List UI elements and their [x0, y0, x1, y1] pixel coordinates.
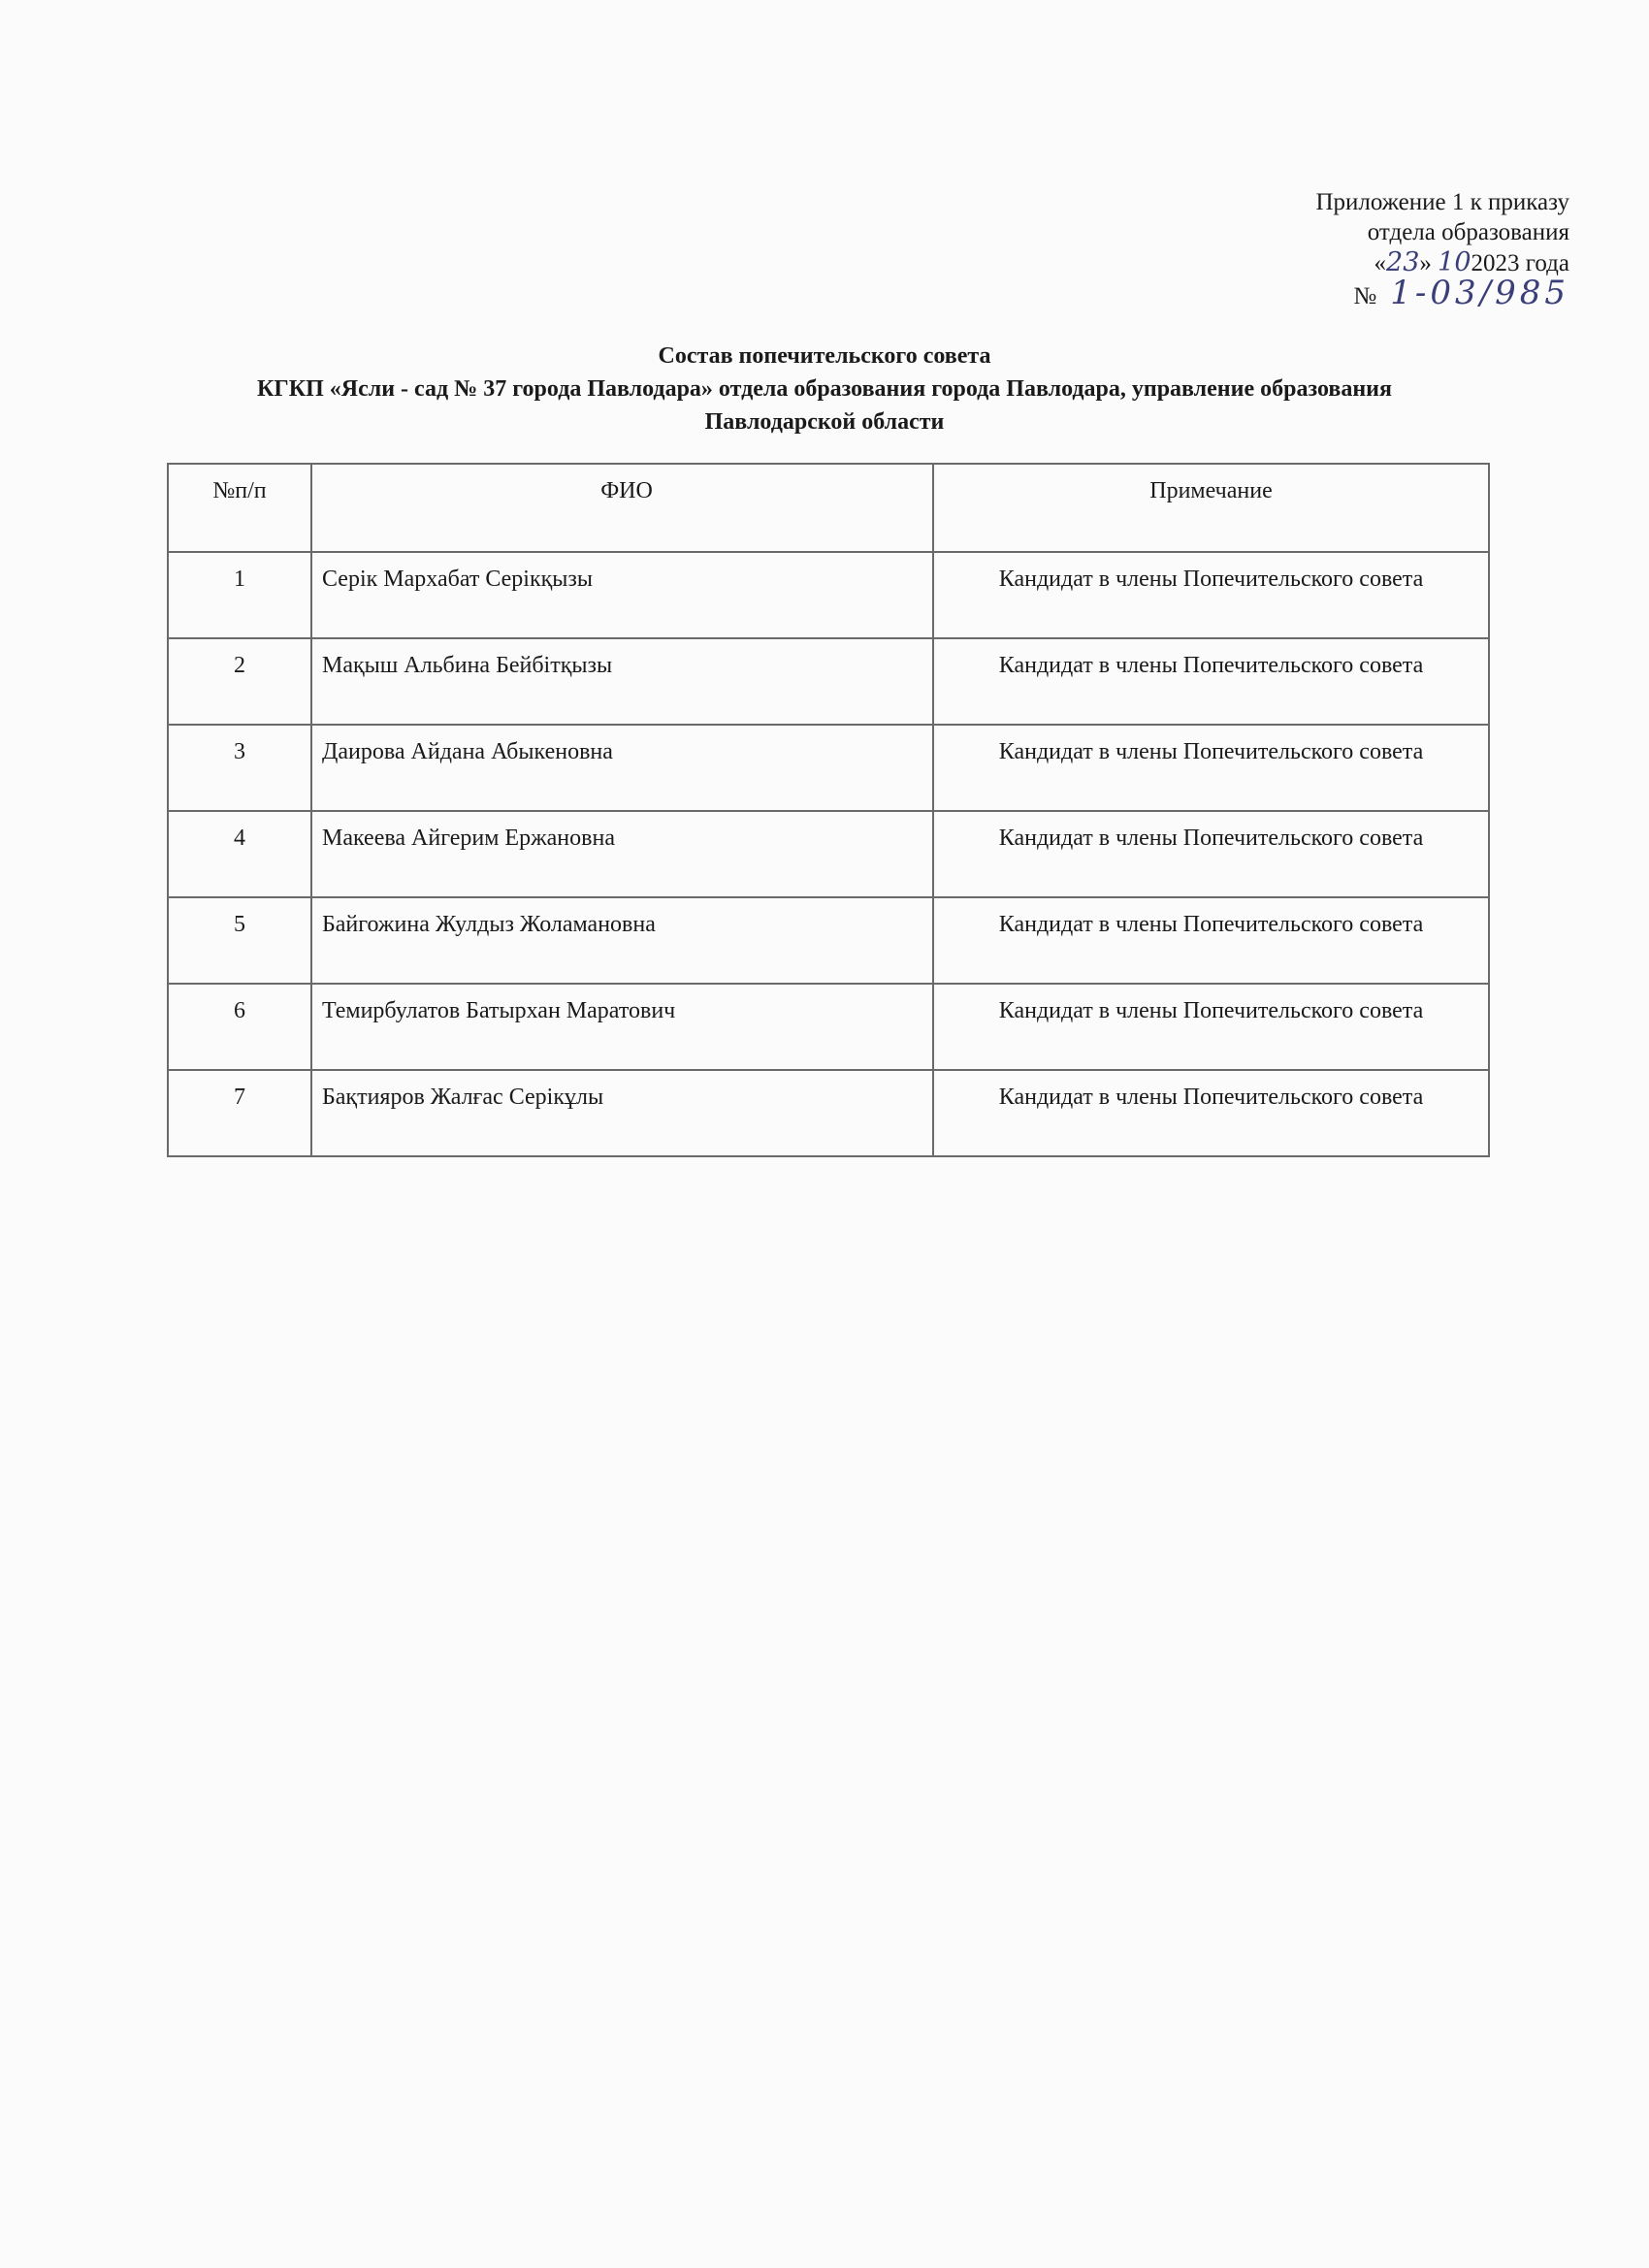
handwritten-day: 23: [1386, 247, 1420, 277]
number-label: №: [1353, 283, 1377, 309]
table-header-row: [168, 464, 1489, 552]
row-number: 4: [168, 811, 311, 897]
table-row: [168, 811, 1489, 897]
row-note: Кандидат в члены Попечительского совета: [933, 1070, 1489, 1156]
row-note: Кандидат в члены Попечительского совета: [933, 811, 1489, 897]
row-number: 6: [168, 984, 311, 1070]
row-name: Макеева Айгерим Ержановна: [311, 811, 933, 897]
quote: »: [1419, 250, 1432, 276]
handwritten-month: 10: [1438, 247, 1471, 277]
row-note: Кандидат в члены Попечительского совета: [933, 725, 1489, 811]
title-line: Состав попечительского совета: [658, 343, 991, 369]
order-number: [1315, 274, 1569, 312]
table-row: [168, 725, 1489, 811]
header-number: №п/п: [168, 464, 311, 552]
row-note: Кандидат в члены Попечительского совета: [933, 897, 1489, 984]
row-number: 2: [168, 638, 311, 725]
table-row: [168, 984, 1489, 1070]
title-line: КГКП «Ясли - сад № 37 города Павлодара» отдела образования города Павлодара, управление образования: [257, 376, 1392, 402]
row-name: Серік Мархабат Серікқызы: [311, 552, 933, 638]
document-title: [0, 340, 1649, 438]
row-number: 1: [168, 552, 311, 638]
row-name: Мақыш Альбина Бейбітқызы: [311, 638, 933, 725]
table-row: [168, 638, 1489, 725]
handwritten-number: 1-03/985: [1390, 274, 1569, 312]
row-note: Кандидат в члены Попечительского совета: [933, 552, 1489, 638]
appendix-header: [1315, 187, 1569, 311]
date-year: 2023 года: [1471, 250, 1569, 276]
row-name: Байгожина Жулдыз Жоламановна: [311, 897, 933, 984]
quote: «: [1374, 250, 1387, 276]
row-name: Бақтияров Жалғас Серікұлы: [311, 1070, 933, 1156]
table-row: [168, 552, 1489, 638]
table-row: [168, 1070, 1489, 1156]
appendix-line: отдела образования: [1367, 219, 1569, 245]
row-name: Даирова Айдана Абыкеновна: [311, 725, 933, 811]
header-note: Примечание: [933, 464, 1489, 552]
row-note: Кандидат в члены Попечительского совета: [933, 984, 1489, 1070]
appendix-line: Приложение 1 к приказу: [1315, 189, 1569, 215]
title-line: Павлодарской области: [704, 409, 945, 435]
row-note: Кандидат в члены Попечительского совета: [933, 638, 1489, 725]
members-table: [167, 463, 1490, 1157]
header-name: ФИО: [311, 464, 933, 552]
table-row: [168, 897, 1489, 984]
row-number: 3: [168, 725, 311, 811]
row-name: Темирбулатов Батырхан Маратович: [311, 984, 933, 1070]
row-number: 7: [168, 1070, 311, 1156]
row-number: 5: [168, 897, 311, 984]
